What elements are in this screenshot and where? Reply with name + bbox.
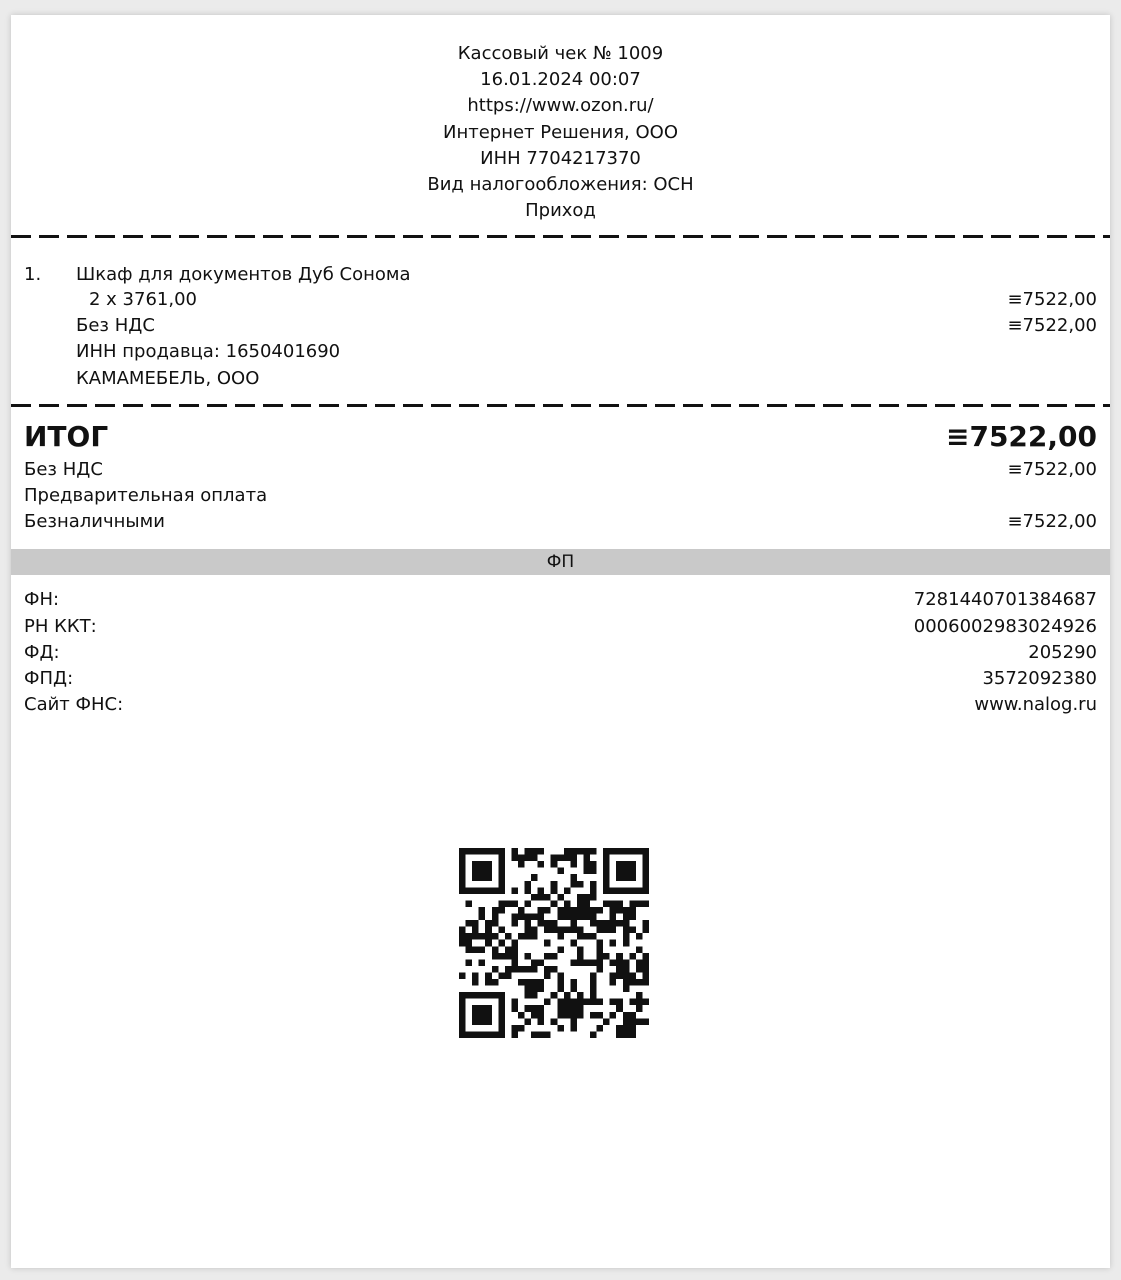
prepay-row — [24, 482, 1097, 508]
total-vat-value: ≡7522,00 — [1007, 458, 1097, 480]
item-seller-inn-row — [76, 338, 1097, 364]
fiscal-value: 3572092380 — [982, 667, 1097, 689]
fiscal-label: ФД: — [24, 641, 60, 663]
fiscal-row — [24, 691, 1097, 717]
tax-system: Вид налогообложения: ОСН — [427, 174, 694, 196]
fiscal-row — [24, 639, 1097, 665]
cashless-row — [24, 508, 1097, 534]
fiscal-label: Сайт ФНС: — [24, 693, 124, 715]
divider-top — [11, 235, 1110, 238]
item-seller-name: КАМАМЕБЕЛЬ, ООО — [76, 367, 260, 389]
item-vat-label: Без НДС — [76, 314, 155, 336]
total-vat-label: Без НДС — [24, 458, 103, 480]
fiscal-row — [24, 613, 1097, 639]
receipt-title: Кассовый чек № 1009 — [457, 43, 664, 64]
fiscal-value: 205290 — [1028, 641, 1097, 663]
cashless-value: ≡7522,00 — [1007, 510, 1097, 532]
item-seller-inn: ИНН продавца: 1650401690 — [76, 340, 341, 362]
fiscal-label: РН ККТ: — [24, 615, 97, 637]
receipt-site: https://www.ozon.ru/ — [467, 95, 654, 117]
fiscal-value: www.nalog.ru — [974, 693, 1097, 715]
item-name: Шкаф для документов Дуб Сонома — [76, 264, 411, 285]
receipt-header — [11, 41, 1110, 224]
receipt-datetime: 16.01.2024 00:07 — [480, 69, 641, 91]
company-inn: ИНН 7704217370 — [480, 147, 641, 169]
item-qty-row — [89, 286, 1097, 312]
fiscal-row — [24, 665, 1097, 691]
item-details — [76, 262, 411, 288]
fiscal-value: 0006002983024926 — [913, 615, 1097, 637]
item-vat-value: ≡7522,00 — [1007, 314, 1097, 336]
company-name: Интернет Решения, ООО — [443, 121, 678, 143]
qr-code-icon — [459, 848, 649, 1038]
operation-type: Приход — [525, 200, 596, 222]
prepay-label: Предварительная оплата — [24, 484, 268, 506]
item-number: 1. — [24, 264, 42, 285]
cashless-label: Безналичными — [24, 510, 165, 532]
item-qty-price: 2 x 3761,00 — [89, 288, 197, 310]
fiscal-label: ФПД: — [24, 667, 74, 689]
total-row — [24, 416, 1097, 456]
receipt-paper — [11, 15, 1110, 1268]
fiscal-label: ФН: — [24, 588, 60, 610]
fp-bar: ФП — [11, 549, 1110, 575]
total-vat-row — [24, 456, 1097, 482]
item-vat-row — [76, 312, 1097, 338]
fiscal-row — [24, 586, 1097, 612]
fiscal-value: 7281440701384687 — [913, 588, 1097, 610]
total-value: ≡7522,00 — [946, 419, 1097, 453]
item-seller-row — [76, 365, 1097, 391]
item-qty-sum: ≡7522,00 — [1007, 288, 1097, 310]
divider-middle — [11, 404, 1110, 407]
total-label: ИТОГ — [24, 419, 109, 453]
